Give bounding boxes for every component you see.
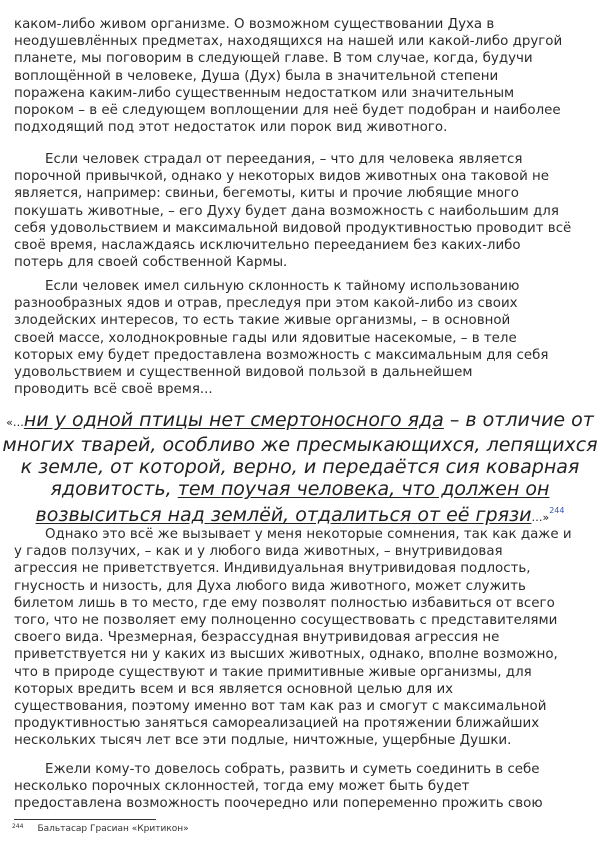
text-line: подходящий под этот недостаток или порок вид животного. bbox=[14, 120, 448, 136]
quote-underlined: тем поучая человека, что должен он bbox=[177, 478, 550, 500]
text-line: каком-либо живом организме. О возможном существовании Духа в bbox=[14, 17, 495, 32]
footnote-text: Бальтасар Грасиан «Критикон» bbox=[37, 824, 189, 834]
quote-line bbox=[0, 478, 600, 500]
text-line: у гадов ползучих, – как и у любого вида животных, – внутривидовая bbox=[14, 544, 503, 560]
text-line: злодейских интересов, то есть такие живые организмы, – в основной bbox=[14, 313, 511, 329]
text-line: Если человек имел сильную склонность к тайному использованию bbox=[45, 279, 520, 294]
text-line: Однако это всё же вызывает у меня некоторые сомнения, так как даже и bbox=[45, 527, 572, 542]
text-line: которых ему будет предоставлена возможность с максимальным для себя bbox=[14, 347, 549, 363]
text-line: несколько порочных склонностей, тогда ему может быть будет bbox=[14, 779, 470, 795]
text-line: воплощённой в человеке, Душа (Дух) была в значительной степени bbox=[14, 68, 499, 84]
text-line: разнообразных ядов и отрав, преследуя при этом какой-либо из своих bbox=[14, 296, 518, 312]
text-line: предоставлена возможность поочередно или попеременно прожить свою bbox=[14, 796, 543, 812]
text-line: пороком – в её следующем воплощении для неё будет подобран и наиболее bbox=[14, 103, 561, 119]
text-line: которых вредить всем и вся является основной целью для их bbox=[14, 681, 454, 697]
text-line: проводить всё своё время... bbox=[14, 382, 213, 398]
quote-line: многих тварей, особливо же пресмыкающихся, лепящихся bbox=[2, 434, 598, 456]
text-line: билетом лишь в то место, где ему позволят полностью избавиться от всего bbox=[14, 595, 555, 611]
quote-line bbox=[0, 409, 600, 434]
paragraph-1 bbox=[14, 16, 600, 136]
paragraph-3 bbox=[14, 278, 600, 398]
text-line: приветствуется ни у каких из высших животных, однако, вполне возможно, bbox=[14, 647, 558, 663]
quote-close: …» bbox=[531, 511, 550, 524]
quote-line bbox=[0, 500, 600, 529]
quote-open: «… bbox=[6, 416, 24, 429]
footnote-number: 244 bbox=[12, 823, 24, 830]
text-line: порочной привычкой, однако у некоторых видов животных она таковой не bbox=[14, 169, 550, 185]
text-line: продуктивностью заняться самореализацией на протяжении ближайших bbox=[14, 716, 540, 732]
text-line: Ежели кому-то довелось собрать, развить и суметь соединить в себе bbox=[45, 762, 540, 777]
paragraph-5 bbox=[14, 761, 600, 813]
quote-underlined: возвыситься над землёй, отдалиться от её грязи bbox=[35, 504, 532, 526]
quote-underlined: ни у одной птицы нет смертоносного яда bbox=[23, 409, 444, 431]
paragraph-2 bbox=[14, 151, 600, 271]
quote-text: – в отличие от bbox=[443, 409, 594, 431]
quote-text: ядовитость, bbox=[50, 478, 178, 500]
footnote-reference-link[interactable]: 244 bbox=[549, 506, 565, 515]
text-line: существования, поэтому именно вот там как раз и смогут с максимальной bbox=[14, 699, 547, 715]
footnote bbox=[12, 823, 189, 834]
text-line: что в природе существуют и такие примитивные живые организмы, для bbox=[14, 664, 532, 680]
footnote-divider bbox=[14, 819, 156, 820]
text-line: своего вида. Чрезмерная, безрассудная внутривидовая агрессия не bbox=[14, 630, 500, 646]
paragraph-4 bbox=[14, 526, 600, 750]
text-line: удовольствием и существенной видовой пользой в дальнейшем bbox=[14, 365, 473, 381]
text-line: нескольких тысяч лет все эти подлые, ничтожные, ущербные Душки. bbox=[14, 733, 512, 749]
text-line: себя удовольствием и максимальной видовой продуктивностью проводит всё bbox=[14, 220, 572, 236]
text-line: своё время, наслаждаясь исключительно перееданием без каких-либо bbox=[14, 238, 521, 254]
quote-line: к земле, от которой, верно, и передаётся сия коварная bbox=[20, 456, 580, 478]
text-line: того, что не позволяет ему полноценно сосуществовать с представителями bbox=[14, 613, 558, 629]
text-line: поражена каким-либо существенным недостатком или значительным bbox=[14, 85, 515, 101]
text-line: своей массе, холоднокровные гады или ядовитые насекомые, – в теле bbox=[14, 330, 517, 346]
text-line: планете, мы поговорим в следующей главе. В том случае, когда, будучи bbox=[14, 51, 533, 67]
text-line: является, например: свиньи, бегемоты, киты и прочие любящие много bbox=[14, 186, 519, 202]
text-line: потерь для своей собственной Кармы. bbox=[14, 255, 288, 271]
text-line: агрессия не приветствуется. Индивидуальная внутривидовая подлость, bbox=[14, 561, 531, 577]
block-quote bbox=[0, 409, 600, 529]
text-line: гнусность и низость, для Духа любого вида животного, может служить bbox=[14, 578, 526, 594]
text-line: Если человек страдал от переедания, – что для человека является bbox=[45, 152, 523, 167]
text-line: покушать животные, – его Духу будет дана возможность с наибольшим для bbox=[14, 203, 559, 219]
text-line: неодушевлённых предметах, находящихся на нашей или какой-либо другой bbox=[14, 34, 563, 50]
